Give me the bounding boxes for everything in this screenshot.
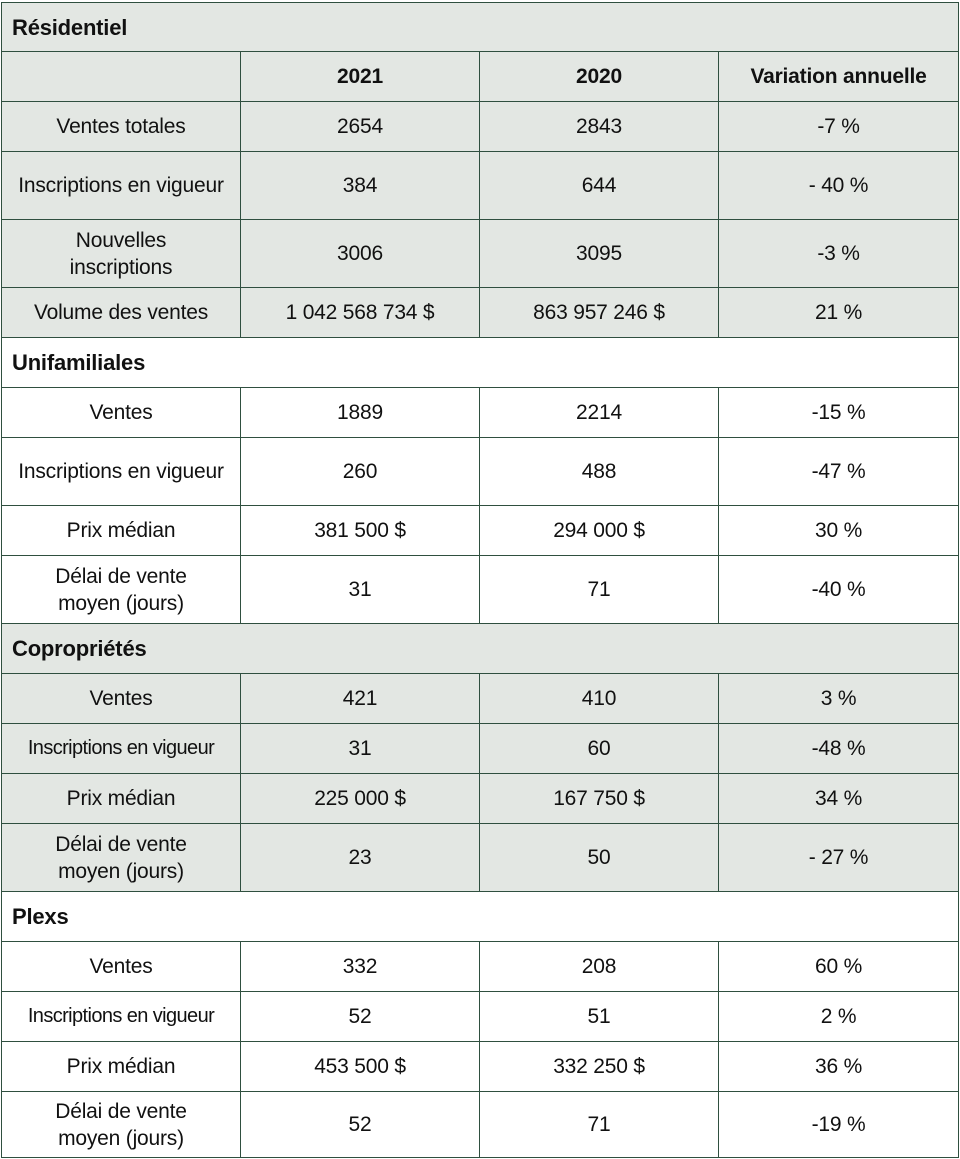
value-variation: -19 % [719, 1092, 959, 1158]
value-variation: 21 % [719, 288, 959, 338]
value-2021: 31 [241, 556, 480, 624]
row-label: Prix médian [2, 1042, 241, 1092]
table-row [2, 942, 959, 992]
row-label: Délai de vente moyen (jours) [2, 824, 241, 892]
row-label: Délai de vente moyen (jours) [2, 1092, 241, 1158]
value-variation: - 27 % [719, 824, 959, 892]
value-2020: 410 [480, 674, 719, 724]
value-2020: 2843 [480, 102, 719, 152]
value-variation: 60 % [719, 942, 959, 992]
column-header-variation: Variation annuelle [719, 52, 959, 102]
value-variation: 34 % [719, 774, 959, 824]
column-header-row [2, 52, 959, 102]
value-2020: 50 [480, 824, 719, 892]
row-label: Inscriptions en vigueur [2, 724, 241, 774]
value-2020: 2214 [480, 388, 719, 438]
value-2020: 644 [480, 152, 719, 220]
value-variation: 30 % [719, 506, 959, 556]
value-variation: -15 % [719, 388, 959, 438]
row-label: Nouvelles inscriptions [2, 220, 241, 288]
table-row [2, 288, 959, 338]
row-label: Ventes [2, 674, 241, 724]
value-2021: 421 [241, 674, 480, 724]
real-estate-stats-table [1, 2, 959, 1158]
value-2020: 332 250 $ [480, 1042, 719, 1092]
value-variation: -48 % [719, 724, 959, 774]
section-title: Plexs [2, 892, 959, 942]
table-row [2, 992, 959, 1042]
value-2021: 384 [241, 152, 480, 220]
table-row [2, 1042, 959, 1092]
table-row [2, 220, 959, 288]
row-label: Inscriptions en vigueur [2, 992, 241, 1042]
value-variation: -47 % [719, 438, 959, 506]
section-header-plexs [2, 892, 959, 942]
table-row [2, 774, 959, 824]
value-2021: 23 [241, 824, 480, 892]
value-2020: 488 [480, 438, 719, 506]
value-2020: 167 750 $ [480, 774, 719, 824]
value-variation: -40 % [719, 556, 959, 624]
value-2021: 1889 [241, 388, 480, 438]
table-row [2, 388, 959, 438]
value-variation: -7 % [719, 102, 959, 152]
table-row [2, 556, 959, 624]
row-label: Ventes totales [2, 102, 241, 152]
value-variation: 36 % [719, 1042, 959, 1092]
value-2021: 453 500 $ [241, 1042, 480, 1092]
value-2021: 31 [241, 724, 480, 774]
value-2020: 60 [480, 724, 719, 774]
table-row [2, 1092, 959, 1158]
row-label: Prix médian [2, 774, 241, 824]
value-2020: 294 000 $ [480, 506, 719, 556]
value-variation: -3 % [719, 220, 959, 288]
table-row [2, 438, 959, 506]
table-row [2, 824, 959, 892]
value-variation: 2 % [719, 992, 959, 1042]
row-label: Ventes [2, 942, 241, 992]
value-2021: 52 [241, 1092, 480, 1158]
section-header-coproprietes [2, 624, 959, 674]
section-title: Unifamiliales [2, 338, 959, 388]
value-2020: 3095 [480, 220, 719, 288]
value-2020: 71 [480, 1092, 719, 1158]
value-2020: 208 [480, 942, 719, 992]
table-row [2, 102, 959, 152]
value-2021: 52 [241, 992, 480, 1042]
column-header-2020: 2020 [480, 52, 719, 102]
row-label: Inscriptions en vigueur [2, 438, 241, 506]
value-2021: 381 500 $ [241, 506, 480, 556]
column-header-empty [2, 52, 241, 102]
value-2020: 71 [480, 556, 719, 624]
value-2020: 863 957 246 $ [480, 288, 719, 338]
row-label: Inscriptions en vigueur [2, 152, 241, 220]
row-label: Ventes [2, 388, 241, 438]
table-row [2, 152, 959, 220]
value-2021: 2654 [241, 102, 480, 152]
value-2021: 332 [241, 942, 480, 992]
section-header-residentiel [2, 3, 959, 52]
table-row [2, 506, 959, 556]
row-label: Délai de vente moyen (jours) [2, 556, 241, 624]
table-row [2, 724, 959, 774]
value-2021: 1 042 568 734 $ [241, 288, 480, 338]
value-2021: 3006 [241, 220, 480, 288]
value-variation: - 40 % [719, 152, 959, 220]
value-2020: 51 [480, 992, 719, 1042]
value-2021: 260 [241, 438, 480, 506]
value-variation: 3 % [719, 674, 959, 724]
section-title: Résidentiel [2, 3, 959, 52]
table-row [2, 674, 959, 724]
row-label: Volume des ventes [2, 288, 241, 338]
row-label: Prix médian [2, 506, 241, 556]
section-title: Copropriétés [2, 624, 959, 674]
value-2021: 225 000 $ [241, 774, 480, 824]
section-header-unifamiliales [2, 338, 959, 388]
column-header-2021: 2021 [241, 52, 480, 102]
